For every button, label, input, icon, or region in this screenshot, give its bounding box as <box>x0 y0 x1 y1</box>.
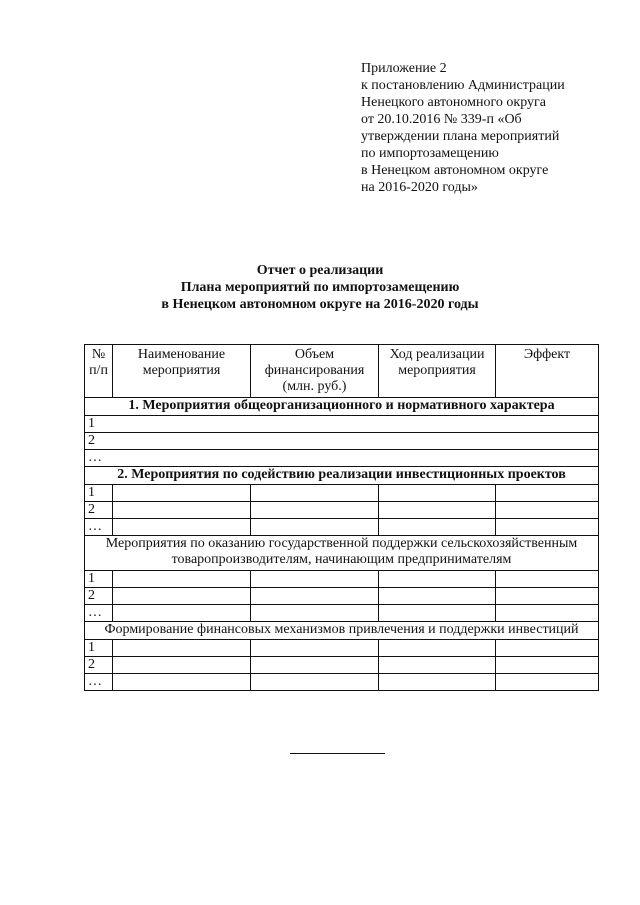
row-cell <box>113 485 251 502</box>
section-title: Формирование финансовых механизмов привлечения и поддержки инвестиций <box>85 622 599 640</box>
header-number: № п/п <box>85 345 113 398</box>
row-cell <box>379 640 496 657</box>
table-row <box>85 519 599 536</box>
row-number: … <box>85 605 113 622</box>
appendix-line: Приложение 2 <box>361 61 447 76</box>
report-title-line: в Ненецком автономном округе на 2016-2020 годы <box>161 297 479 312</box>
header-funding: Объем финансирования (млн. руб.) <box>251 345 379 398</box>
header-name: Наименование мероприятия <box>113 345 251 398</box>
table-row <box>85 502 599 519</box>
row-cell <box>496 485 599 502</box>
section-title: Мероприятия по оказанию государственной поддержки сельскохозяйственным товаропроизводителям, начинающим предпринимателям <box>85 536 599 571</box>
table-row <box>85 657 599 674</box>
section-row <box>85 467 599 485</box>
row-cell <box>113 519 251 536</box>
row-cell <box>496 502 599 519</box>
row-cell <box>113 571 251 588</box>
row-cell <box>113 674 251 691</box>
row-number: 1 <box>85 485 113 502</box>
section-title: 2. Мероприятия по содействию реализации инвестиционных проектов <box>85 467 599 485</box>
report-title-line: Отчет о реализации <box>256 263 384 278</box>
row-cell <box>251 485 379 502</box>
row-cell <box>251 571 379 588</box>
report-table <box>84 344 599 691</box>
appendix-line: на 2016-2020 годы» <box>361 180 478 195</box>
row-number: … <box>85 450 599 467</box>
table-row <box>85 571 599 588</box>
row-number: 1 <box>85 640 113 657</box>
closing-rule <box>290 753 385 754</box>
row-number: 2 <box>85 433 599 450</box>
appendix-line: по импортозамещению <box>361 146 499 161</box>
row-cell <box>113 605 251 622</box>
row-cell <box>496 588 599 605</box>
table-row <box>85 485 599 502</box>
table-header-row <box>85 345 599 398</box>
row-cell <box>379 657 496 674</box>
row-cell <box>379 485 496 502</box>
row-cell <box>496 519 599 536</box>
row-cell <box>251 588 379 605</box>
table-row <box>85 588 599 605</box>
row-cell <box>251 519 379 536</box>
report-title <box>0 262 640 313</box>
row-number: 2 <box>85 657 113 674</box>
row-cell <box>379 571 496 588</box>
section-row <box>85 398 599 416</box>
row-cell <box>379 674 496 691</box>
row-cell <box>496 640 599 657</box>
row-cell <box>251 640 379 657</box>
row-cell <box>113 502 251 519</box>
row-cell <box>251 657 379 674</box>
row-cell <box>379 502 496 519</box>
appendix-line: к постановлению Администрации <box>361 78 565 93</box>
appendix-line: утверждении плана мероприятий <box>361 129 560 144</box>
table-row <box>85 674 599 691</box>
row-cell <box>251 674 379 691</box>
section-row <box>85 536 599 571</box>
section-row <box>85 622 599 640</box>
row-number: … <box>85 519 113 536</box>
row-cell <box>251 502 379 519</box>
row-number: 2 <box>85 502 113 519</box>
table-row <box>85 450 599 467</box>
appendix-line: в Ненецком автономном округе <box>361 163 549 178</box>
row-cell <box>251 605 379 622</box>
header-progress: Ход реализации мероприятия <box>379 345 496 398</box>
table-row <box>85 416 599 433</box>
row-cell <box>496 657 599 674</box>
section-title: 1. Мероприятия общеорганизационного и нормативного характера <box>85 398 599 416</box>
row-cell <box>496 571 599 588</box>
row-cell <box>496 605 599 622</box>
row-number: … <box>85 674 113 691</box>
table-row <box>85 605 599 622</box>
row-cell <box>113 657 251 674</box>
row-cell <box>113 588 251 605</box>
appendix-line: от 20.10.2016 № 339-п «Об <box>361 112 522 127</box>
report-title-line: Плана мероприятий по импортозамещению <box>180 280 460 295</box>
appendix-block <box>361 60 631 196</box>
row-cell <box>379 519 496 536</box>
appendix-line: Ненецкого автономного округа <box>361 95 546 110</box>
table-row <box>85 433 599 450</box>
row-cell <box>113 640 251 657</box>
row-cell <box>379 605 496 622</box>
header-effect: Эффект <box>496 345 599 398</box>
row-number: 1 <box>85 416 599 433</box>
table-row <box>85 640 599 657</box>
row-number: 1 <box>85 571 113 588</box>
row-cell <box>496 674 599 691</box>
row-number: 2 <box>85 588 113 605</box>
row-cell <box>379 588 496 605</box>
